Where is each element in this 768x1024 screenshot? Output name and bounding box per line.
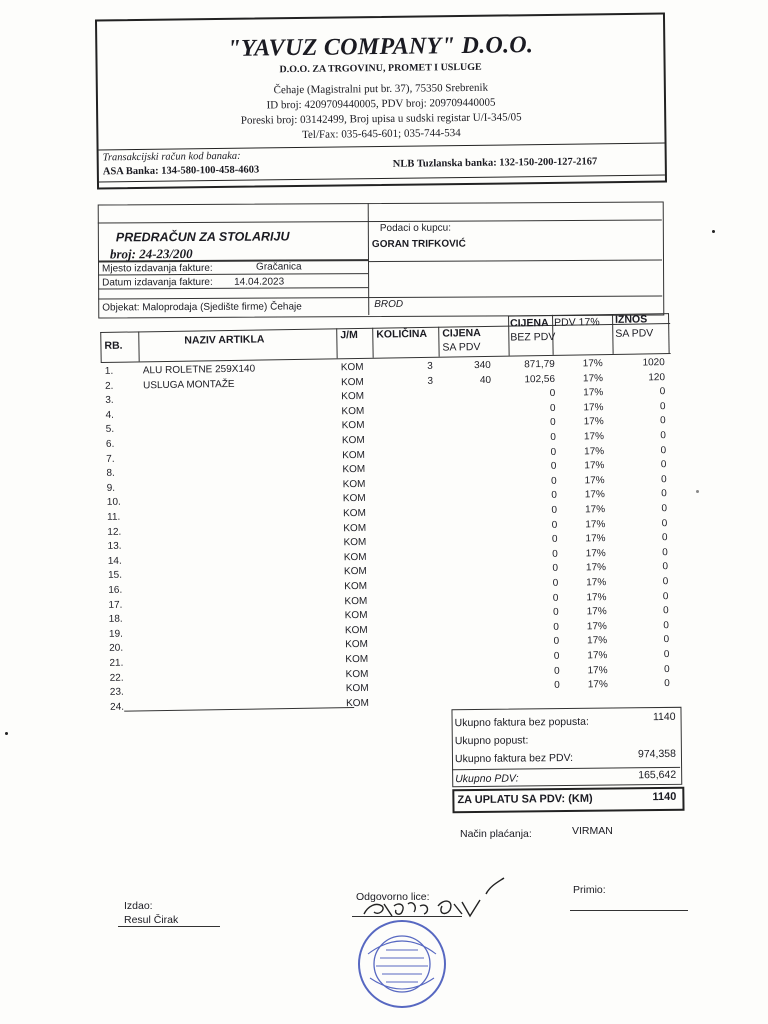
- cell-total: 0: [663, 634, 670, 646]
- cell-rb: 1.: [104, 365, 114, 377]
- cell-unit: KOM: [340, 376, 364, 388]
- cell-net: 0: [551, 504, 558, 516]
- cell-rb: 23.: [109, 686, 124, 699]
- vat-label: Ukupno PDV:: [455, 772, 519, 786]
- cell-unit: KOM: [343, 566, 367, 578]
- cell-vat: 17%: [586, 591, 607, 603]
- cell-vat: 17%: [584, 504, 606, 516]
- cell-vat: 17%: [584, 445, 605, 458]
- cell-vat: 17%: [583, 416, 604, 428]
- cell-net: 871,79: [524, 358, 555, 371]
- cell-net: 0: [551, 490, 557, 502]
- place-label: Mjesto izdavanja fakture:: [102, 262, 213, 275]
- divider: [138, 331, 139, 361]
- cell-total: 0: [662, 546, 668, 558]
- col-total-top: IZNOS: [614, 313, 648, 326]
- col-unit: J/M: [340, 328, 358, 342]
- cell-net: 0: [553, 607, 559, 619]
- cell-unit: KOM: [341, 405, 365, 418]
- cell-unit: KOM: [343, 551, 367, 563]
- payment-value: VIRMAN: [572, 825, 613, 837]
- cell-vat: 17%: [584, 489, 605, 501]
- divider: [100, 332, 101, 362]
- cell-unit: KOM: [342, 478, 366, 491]
- cell-net: 0: [551, 519, 558, 531]
- cell-total: 0: [661, 488, 667, 500]
- cell-unit: KOM: [345, 639, 369, 651]
- cell-qty: 3: [427, 360, 433, 372]
- cell-rb: 22.: [109, 672, 124, 684]
- divider: [668, 313, 670, 353]
- items-table: [100, 309, 676, 714]
- cell-rb: 18.: [108, 613, 123, 626]
- date-label: Datum izdavanja fakture:: [102, 276, 213, 289]
- cell-name: USLUGA MONTAŽE: [142, 378, 235, 391]
- cell-vat: 17%: [585, 518, 606, 530]
- cell-unit: KOM: [340, 361, 364, 374]
- gross-value: 1140: [652, 710, 676, 724]
- buyer-label: Podaci o kupcu:: [379, 222, 452, 235]
- cell-unit: KOM: [341, 434, 365, 447]
- cell-rb: 24.: [110, 701, 125, 713]
- invoice-number: broj: 24-23/200: [109, 245, 193, 262]
- cell-unit: KOM: [345, 653, 369, 666]
- cell-net: 0: [551, 534, 558, 546]
- col-qty: KOLIČINA: [376, 327, 428, 341]
- cell-vat: 17%: [583, 401, 604, 414]
- cell-net: 0: [552, 577, 559, 589]
- cell-net: 0: [552, 548, 558, 560]
- cell-vat: 17%: [586, 577, 607, 589]
- cell-net: 0: [553, 665, 560, 677]
- received-line: [570, 910, 688, 911]
- cell-rb: 5.: [105, 424, 115, 436]
- cell-rb: 21.: [109, 657, 124, 669]
- cell-unit: KOM: [342, 464, 366, 476]
- place-value: Gračanica: [256, 261, 302, 273]
- col-price-bottom: SA PDV: [442, 341, 481, 354]
- cell-total: 0: [660, 415, 666, 427]
- cell-unit: KOM: [342, 493, 366, 505]
- cell-price: 340: [474, 359, 491, 372]
- cell-total: 0: [660, 473, 667, 486]
- cell-vat: 17%: [584, 460, 605, 472]
- cell-total: 0: [661, 517, 668, 529]
- object-line: Objekat: Maloprodaja (Sjedište firme) Čehaje: [102, 301, 302, 314]
- cell-total: 0: [663, 619, 669, 631]
- totals-block: [451, 707, 684, 813]
- cell-total: 0: [662, 590, 669, 602]
- cell-net: 0: [553, 650, 560, 662]
- cell-vat: 17%: [585, 562, 607, 574]
- cell-net: 0: [550, 417, 556, 429]
- net-label: Ukupno faktura bez PDV:: [454, 751, 574, 766]
- cell-net: 0: [549, 402, 556, 414]
- issued-name: Resul Čirak: [124, 914, 179, 926]
- scan-speck: [5, 732, 8, 735]
- amount-due: [452, 787, 684, 813]
- cell-total: 120: [648, 371, 666, 383]
- cell-vat: 17%: [583, 387, 604, 399]
- cell-net: 0: [553, 621, 559, 633]
- cell-net: 0: [550, 475, 557, 487]
- cell-unit: KOM: [345, 668, 369, 680]
- cell-unit: KOM: [344, 580, 368, 593]
- cell-name: ALU ROLETNE 259X140: [142, 363, 256, 377]
- cell-vat: 17%: [587, 635, 608, 647]
- cell-unit: KOM: [344, 610, 368, 622]
- divider: [612, 314, 614, 354]
- cell-total: 0: [659, 400, 666, 413]
- company-subtitle: D.O.O. ZA TRGOVINU, PROMET I USLUGE: [279, 61, 482, 76]
- invoice-meta: [98, 202, 665, 321]
- cell-vat: 17%: [585, 533, 606, 545]
- cell-net: 102,56: [524, 373, 556, 385]
- divider: [336, 328, 337, 358]
- cell-rb: 2.: [104, 380, 114, 392]
- cell-total: 0: [661, 503, 668, 515]
- cell-net: 0: [552, 592, 559, 604]
- cell-rb: 13.: [107, 540, 122, 553]
- col-rb: RB.: [104, 339, 123, 352]
- cell-rb: 14.: [107, 555, 122, 567]
- cell-vat: 17%: [582, 372, 604, 385]
- cell-unit: KOM: [341, 420, 365, 432]
- cell-net: 0: [550, 446, 557, 458]
- cell-net: 0: [552, 563, 559, 575]
- gross-label: Ukupno faktura bez popusta:: [454, 715, 589, 730]
- cell-vat: 17%: [586, 620, 607, 633]
- scan-speck: [712, 230, 715, 233]
- cell-rb: 10.: [106, 497, 121, 509]
- company-ids: ID broj: 4209709440005, PDV broj: 209709440005: [266, 96, 496, 112]
- cell-rb: 16.: [108, 584, 123, 596]
- divider: [372, 328, 373, 358]
- col-vat: PDV 17%: [554, 316, 600, 329]
- cell-net: 0: [549, 388, 556, 400]
- cell-unit: KOM: [343, 537, 367, 549]
- cell-price: 40: [479, 374, 492, 386]
- cell-rb: 17.: [108, 599, 123, 611]
- cell-total: 0: [659, 386, 666, 398]
- responsible-label: Odgovorno lice:: [356, 891, 430, 903]
- col-name: NAZIV ARTIKLA: [184, 333, 265, 347]
- company-phone: Tel/Fax: 035-645-601; 035-744-534: [301, 127, 461, 141]
- cell-rb: 11.: [107, 511, 121, 523]
- payment-label: Način plaćanja:: [460, 828, 532, 840]
- cell-unit: KOM: [343, 507, 366, 520]
- cell-rb: 7.: [106, 453, 115, 465]
- cell-unit: KOM: [341, 391, 365, 403]
- buyer-name: GORAN TRIFKOVIĆ: [371, 238, 466, 251]
- bank-caption: Transakcijski račun kod banaka:: [102, 150, 241, 164]
- company-tax: Poreski broj: 03142499, Broj upisa u sudski registar U/I-345/05: [240, 111, 522, 127]
- cell-net: 0: [554, 680, 560, 692]
- cell-rb: 12.: [107, 526, 122, 538]
- cell-total: 0: [660, 459, 667, 471]
- cell-unit: KOM: [345, 697, 369, 709]
- cell-vat: 17%: [584, 474, 605, 487]
- vat-value: 165,642: [638, 768, 677, 782]
- cell-rb: 3.: [105, 394, 114, 407]
- date-value: 14.04.2023: [234, 276, 285, 288]
- cell-total: 0: [663, 605, 669, 617]
- col-net-top: CIJENA: [510, 316, 549, 330]
- buyer-city: BROD: [374, 298, 404, 311]
- cell-total: 0: [660, 430, 667, 442]
- scan-speck: [696, 490, 699, 493]
- cell-rb: 9.: [106, 482, 116, 494]
- cell-net: 0: [550, 461, 557, 473]
- company-address: Čehaje (Magistralni put br. 37), 75350 Srebrenik: [273, 81, 489, 97]
- cell-total: 0: [662, 561, 669, 573]
- invoice-title: PREDRAČUN ZA STOLARIJU: [115, 229, 290, 245]
- cell-total: 0: [662, 576, 669, 588]
- cell-rb: 20.: [109, 643, 124, 655]
- cell-unit: KOM: [343, 522, 367, 534]
- pay-label: ZA UPLATU SA PDV: (KM): [457, 792, 593, 807]
- cell-unit: KOM: [344, 595, 368, 607]
- cell-vat: 17%: [582, 358, 603, 370]
- company-stamp: [356, 918, 448, 1010]
- cell-vat: 17%: [586, 606, 607, 618]
- company-name: "YAVUZ COMPANY" D.O.O.: [227, 32, 534, 62]
- company-header: [95, 13, 667, 190]
- received-label: Primio:: [573, 884, 606, 896]
- cell-unit: KOM: [342, 449, 366, 461]
- cell-unit: KOM: [344, 624, 368, 636]
- cell-rb: 19.: [108, 628, 123, 640]
- cell-net: 0: [550, 431, 557, 443]
- issued-label: Izdao:: [124, 900, 153, 912]
- cell-rb: 4.: [105, 409, 114, 421]
- divider: [438, 327, 439, 357]
- cell-rb: 8.: [106, 467, 115, 480]
- col-net-bottom: BEZ PDV: [510, 330, 556, 344]
- cell-vat: 17%: [587, 664, 608, 676]
- cell-vat: 17%: [583, 431, 605, 443]
- net-value: 974,358: [637, 747, 677, 761]
- responsible-signature: [358, 876, 508, 924]
- pay-value: 1140: [652, 790, 677, 804]
- cell-rb: 6.: [105, 438, 115, 450]
- col-price-top: CIJENA: [442, 327, 481, 340]
- bank-asa: ASA Banka: 134-580-100-458-4603: [102, 164, 260, 178]
- cell-vat: 17%: [585, 547, 606, 560]
- cell-total: 0: [664, 678, 670, 690]
- cell-total: 0: [663, 649, 670, 661]
- cell-total: 0: [661, 532, 668, 544]
- bank-nlb: NLB Tuzlanska banka: 132-150-200-127-2167: [392, 156, 598, 170]
- cell-vat: 17%: [587, 679, 608, 691]
- cell-net: 0: [553, 636, 560, 648]
- cell-qty: 3: [427, 375, 434, 387]
- cell-vat: 17%: [587, 650, 608, 662]
- issued-line: [118, 926, 220, 927]
- cell-total: 0: [663, 663, 670, 675]
- cell-rb: 15.: [107, 570, 123, 582]
- cell-total: 0: [660, 444, 667, 456]
- cell-unit: KOM: [345, 683, 369, 695]
- cell-total: 1020: [642, 357, 665, 369]
- col-total-bottom: SA PDV: [615, 327, 654, 340]
- discount-label: Ukupno popust:: [454, 734, 529, 748]
- bank-accounts: [99, 143, 665, 187]
